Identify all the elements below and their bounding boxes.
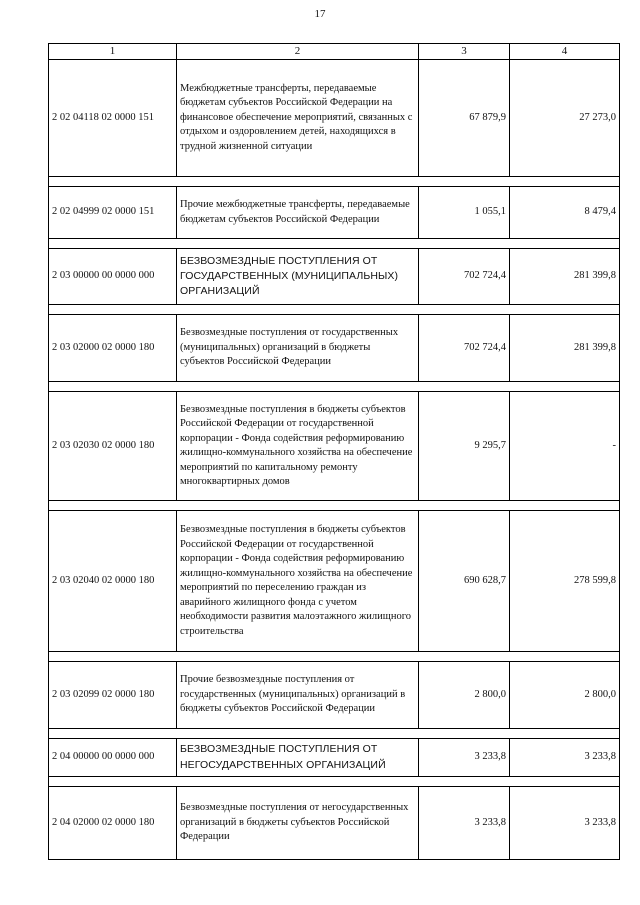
- table-row: [49, 662, 620, 729]
- budget-code: 2 02 04118 02 0000 151: [49, 60, 177, 177]
- row-separator: [49, 382, 620, 392]
- table-row: [49, 60, 620, 177]
- value-col-4: 278 599,8: [510, 511, 620, 652]
- budget-code: 2 03 02000 02 0000 180: [49, 315, 177, 382]
- income-section-heading: БЕЗВОЗМЕЗДНЫЕ ПОСТУПЛЕНИЯ ОТ ГОСУДАРСТВЕННЫХ (МУНИЦИПАЛЬНЫХ) ОРГАНИЗАЦИЙ: [177, 249, 419, 305]
- column-header-4: 4: [510, 44, 620, 60]
- value-col-3: 3 233,8: [419, 739, 510, 777]
- value-col-3: 702 724,4: [419, 315, 510, 382]
- income-name: Прочие безвозмездные поступления от государственных (муниципальных) организаций в бюджеты субъектов Российской Федерации: [177, 662, 419, 729]
- budget-code: 2 03 02030 02 0000 180: [49, 392, 177, 501]
- value-col-4: 281 399,8: [510, 249, 620, 305]
- table-header-row: [49, 44, 620, 60]
- row-separator: [49, 501, 620, 511]
- row-separator: [49, 729, 620, 739]
- income-section-heading: БЕЗВОЗМЕЗДНЫЕ ПОСТУПЛЕНИЯ ОТ НЕГОСУДАРСТВЕННЫХ ОРГАНИЗАЦИЙ: [177, 739, 419, 777]
- table-row: [49, 511, 620, 652]
- budget-code: 2 04 00000 00 0000 000: [49, 739, 177, 777]
- value-col-4: 3 233,8: [510, 739, 620, 777]
- income-name: Безвозмездные поступления от негосударственных организаций в бюджеты субъектов Российской Федерации: [177, 787, 419, 860]
- page-number: 17: [314, 8, 326, 20]
- column-header-2: 2: [177, 44, 419, 60]
- value-col-4: -: [510, 392, 620, 501]
- row-separator: [49, 777, 620, 787]
- budget-code: 2 03 02099 02 0000 180: [49, 662, 177, 729]
- table-row: [49, 187, 620, 239]
- budget-table: [48, 43, 620, 860]
- value-col-3: 67 879,9: [419, 60, 510, 177]
- row-separator: [49, 239, 620, 249]
- value-col-3: 9 295,7: [419, 392, 510, 501]
- row-separator: [49, 177, 620, 187]
- column-header-3: 3: [419, 44, 510, 60]
- table-row: [49, 249, 620, 305]
- table-row: [49, 392, 620, 501]
- budget-code: 2 04 02000 02 0000 180: [49, 787, 177, 860]
- column-header-1: 1: [49, 44, 177, 60]
- budget-code: 2 02 04999 02 0000 151: [49, 187, 177, 239]
- value-col-3: 702 724,4: [419, 249, 510, 305]
- row-separator: [49, 652, 620, 662]
- budget-code: 2 03 00000 00 0000 000: [49, 249, 177, 305]
- value-col-3: 690 628,7: [419, 511, 510, 652]
- value-col-3: 3 233,8: [419, 787, 510, 860]
- table-row: [49, 315, 620, 382]
- value-col-4: 3 233,8: [510, 787, 620, 860]
- income-name: Безвозмездные поступления от государственных (муниципальных) организаций в бюджеты субъектов Российской Федерации: [177, 315, 419, 382]
- income-name: Межбюджетные трансферты, передаваемые бюджетам субъектов Российской Федерации на финансовое обеспечение мероприятий, связанных с отдыхом и оздоровлением детей, находящихся в трудной жизненной ситуации: [177, 60, 419, 177]
- value-col-4: 27 273,0: [510, 60, 620, 177]
- value-col-4: 2 800,0: [510, 662, 620, 729]
- budget-code: 2 03 02040 02 0000 180: [49, 511, 177, 652]
- value-col-4: 8 479,4: [510, 187, 620, 239]
- table-row: [49, 787, 620, 860]
- income-name: Безвозмездные поступления в бюджеты субъектов Российской Федерации от государственной корпорации - Фонда содействия реформированию жилищно-коммунального хозяйства на обеспечение мероприятий по капитальному ремонту многоквартирных домов: [177, 392, 419, 501]
- income-name: Прочие межбюджетные трансферты, передаваемые бюджетам субъектов Российской Федерации: [177, 187, 419, 239]
- income-name: Безвозмездные поступления в бюджеты субъектов Российской Федерации от государственной корпорации - Фонда содействия реформированию жилищно-коммунального хозяйства на обеспечение мероприятий по переселению граждан из аварийного жилищного фонда с учетом необходимости развития малоэтажного жилищного строительства: [177, 511, 419, 652]
- table-row: [49, 739, 620, 777]
- value-col-4: 281 399,8: [510, 315, 620, 382]
- value-col-3: 1 055,1: [419, 187, 510, 239]
- value-col-3: 2 800,0: [419, 662, 510, 729]
- row-separator: [49, 305, 620, 315]
